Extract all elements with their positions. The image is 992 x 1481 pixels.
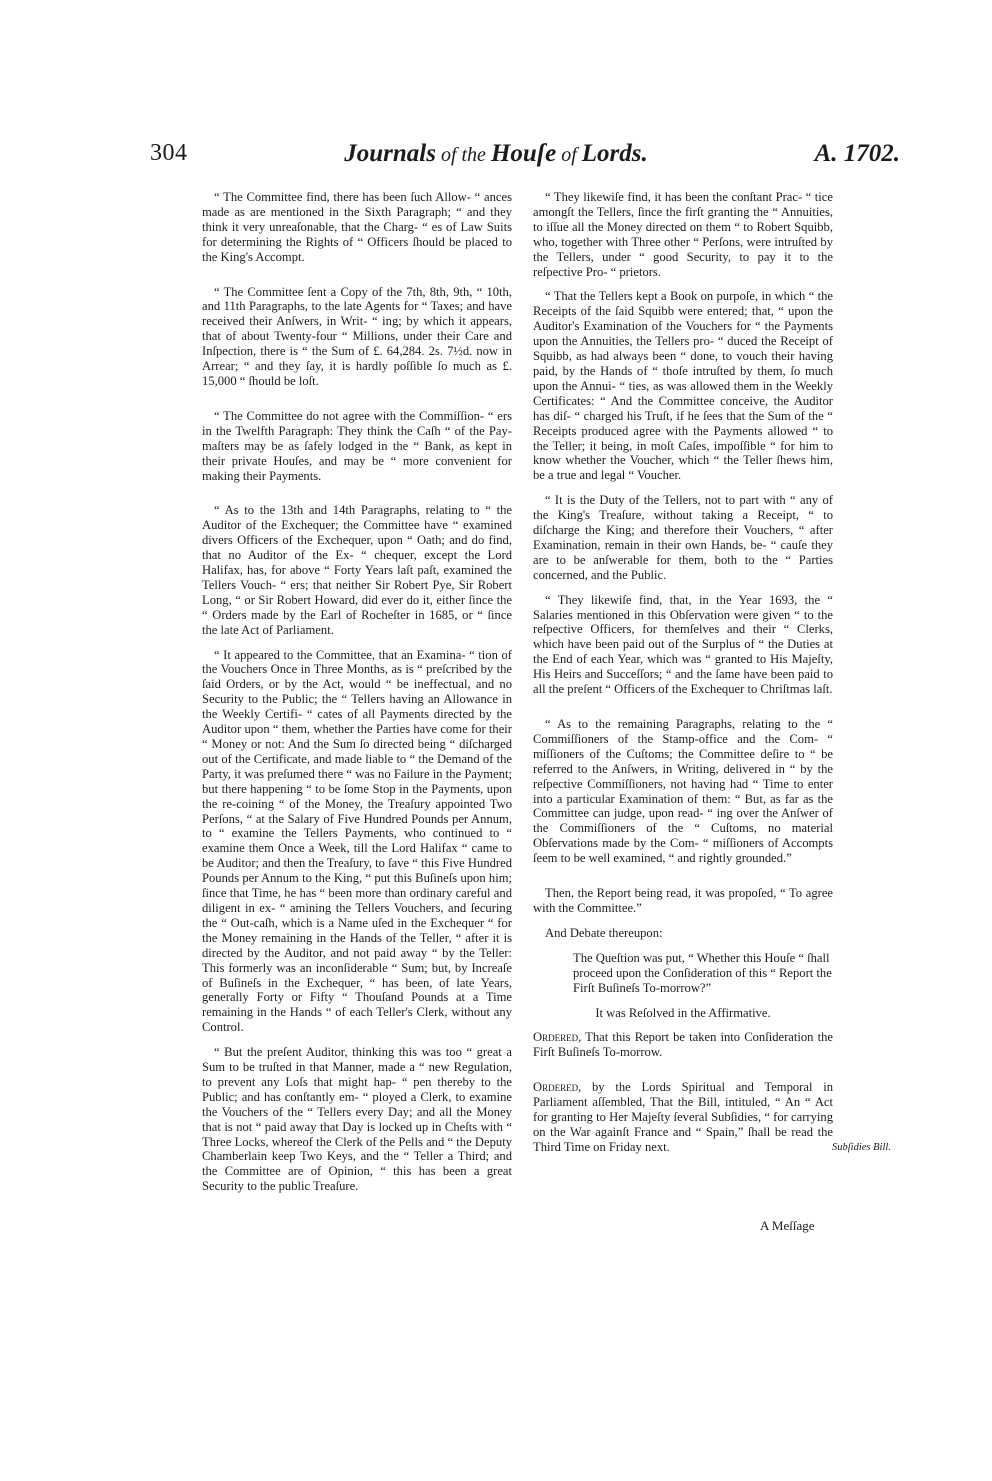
paragraph: “ They likewiſe find, that, in the Year 1693, the “ Salaries mentioned in this Obſervation were given “ to the reſpective Officers, for themſelves and their “ Clerks, which have been paid out of the Surplus of “ the Duties at the End of each Year, which was “ granted to His Majeſty, His Heirs and Succeſſors; “ and the ſame have been paid to all the preſent “ Officers of the Exchequer to Chriſtmas laſt. [533, 592, 833, 697]
order-text: That this Report be taken into Conſideration the Firſt Buſineſs To-morrow. [533, 1030, 833, 1060]
order-text: by the Lords Spiritual and Temporal in Parliament aſſembled, That the Bill, intituled, “ An “ Act for granting to Her Majeſty ſeveral Subſidies, “ for carrying on the War againſt France and “ Spain,” ſhall be read the Third Time on Friday next. [533, 1080, 833, 1154]
paragraph: “ But the preſent Auditor, thinking this was too “ great a Sum to be truſted in that Manner, made a “ new Regulation, to prevent any Loſs that might hap- “ pen thereby to the Public; and has conſtantly em- “ ployed a Clerk, to examine the Vouchers of the “ Tellers every Day; and all the Money that is not “ paid away that Day is locked up in Cheſts with “ Three Locks, whereof the Clerk of the Pells and “ the Deputy Chamberlain keep Two Keys, and the “ Teller a Third; and the Committee are of Opinion, “ this has been a great Security to the public Treaſure. [202, 1045, 512, 1194]
running-title-house: Houſe [490, 140, 557, 167]
paragraph: “ It appeared to the Committee, that an Examina- “ tion of the Vouchers Once in Three Months, as is “ preſcribed by the ſaid Orders, or by the Act, would “ be ineffectual, and no Security to the Public; the “ Tellers having an Allowance in the Weekly Certifi- “ cates of all Payments directed by the Auditor upon “ them, whether the Parties have come for their “ Money or not: And the Sum ſo directed being “ diſcharged out of the Certificate, and made liable to “ the Demand of the Party, it was preſumed there “ was no Failure in the Payment; but there happening “ to be ſome Stop in the Payments, upon the re-coining “ of the Money, the Treaſury appointed Two Perſons, “ at the Salary of Five Hundred Pounds per Annum, to “ examine the Tellers Payments, who continued to “ examine them Once a Week, till the Lord Halifax “ came to be Auditor; and then the Treaſury, to ſave “ this Five Hundred Pounds per Annum to the King, “ put this Buſineſs upon him; ſince that Time, he has “ been more than ordinary careful and diligent in ex- “ amining the Tellers Vouchers, and ſecuring the “ Out-caſh, which is a Name uſed in the Exchequer “ for the Money remaining in the Hands of the Teller, “ after it is directed by the Auditor, and not paid away “ by the Teller: This formerly was an inconſiderable “ Sum; but, by Increaſe of Buſineſs in the Exchequer, “ has been, of late Years, generally Forty or Fifty “ Thouſand Pounds at a Time remaining in the Hands “ of each Teller's Clerk, without any Control. [202, 647, 512, 1035]
paragraph: “ They likewiſe find, it has been the conſtant Prac- “ tice amongſt the Tellers, ſince the firſt granting the “ Annuities, to iſſue all the Money directed on them “ to Robert Squibb, who, together with Three other “ Perſons, were intruſted by the Tellers, under “ good Security, to pay it to the reſpective Pro- “ prietors. [533, 190, 833, 279]
paragraph: “ As to the remaining Paragraphs, relating to the “ Commiſſioners of the Stamp-office and the Com- “ miſſioners of the Cuſtoms; the Committee deſire to “ be referred to the Anſwers, in Writing, delivered in “ by the reſpective Commiſſioners, not having had “ Time to enter into a particular Examination of them: “ But, as far as the Committee can judge, upon read- “ ing over the Anſwer of the Commiſſioners of the “ Cuſtoms, no material Obſervations made by the Com- “ miſſioners of Accompts ſeem to be well examined, “ and rightly grounded.” [533, 717, 833, 866]
right-column [533, 190, 833, 1165]
paragraph: “ That the Tellers kept a Book on purpoſe, in which “ the Receipts of the ſaid Squibb were entered; that, “ upon the Auditor's Examination of the Vouchers for “ the Payments upon the Annuities, the Tellers pro- “ duced the Receipt of Squibb, as had always been “ done, to vouch their having paid, by the Hands of “ thoſe intruſted by them, ſo much upon the Annui- “ ties, as was allowed them in the Weekly Certificates: “ And the Committee conceive, the Auditor has diſ- “ charged his Truſt, if he ſees that the Sum of the “ Receipts produced agree with the Payments allowed “ to the Teller; it being, in moſt Caſes, impoſſible “ for him to know whether the Voucher, which “ the Teller ſhews him, be a true and legal “ Voucher. [533, 289, 833, 483]
paragraph: “ The Committee ſent a Copy of the 7th, 8th, 9th, “ 10th, and 11th Paragraphs, to the late Agents for “ Taxes; and have received their Anſwers, in Writ- “ ing; by which it appears, that of about Twenty-four “ Millions, under their Care and Inſpection, there is “ the Sum of £. 64,284. 2s. 7½d. now in Arrear; “ and they ſay, it is hardly poſſible ſo much as £. 15,000 “ ſhould be loſt. [202, 284, 512, 388]
paragraph: “ It is the Duty of the Tellers, not to part with “ any of the King's Treaſure, without taking a Receipt, “ to diſcharge the King; and therefore their Vouchers, “ after Examination, remain in their own Hands, be- “ cauſe they are to be anſwerable for them, both to the “ Parties concerned, and the Public. [533, 493, 833, 582]
running-title-of: of [556, 144, 582, 166]
margin-note: Subſidies Bill. [832, 1142, 891, 1153]
page-year: A. 1702. [814, 140, 900, 167]
paragraph: “ The Committee do not agree with the Commiſſion- “ ers in the Twelfth Paragraph: They think the Caſh “ of the Pay-maſters may be as ſafely lodged in the “ Bank, as kept in their private Houſes, and may be “ more convenient for making their Payments. [202, 408, 512, 483]
ordered-label: Ordered, [533, 1080, 582, 1095]
paragraph: Then, the Report being read, it was propoſed, “ To agree with the Committee.” [533, 886, 833, 915]
ordered-label: Ordered, [533, 1030, 582, 1045]
running-title-journals: Journals [344, 140, 436, 167]
left-column [202, 190, 512, 1204]
catchword: A Meſſage [760, 1218, 815, 1233]
running-title-lords: Lords. [581, 140, 648, 167]
order-paragraph [533, 1080, 833, 1155]
paragraph: “ The Committee find, there has been ſuch Allow- “ ances made as are mentioned in the Sixth Paragraph; “ and they think it very unreaſonable, that the Charg- “ es of Law Suits for determining the Rights of “ Officers ſhould be placed to the King's Accompt. [202, 190, 512, 264]
paragraph: And Debate thereupon: [545, 925, 663, 940]
page-number: 304 [150, 140, 188, 166]
paragraph: “ As to the 13th and 14th Paragraphs, relating to “ the Auditor of the Exchequer; the Committee have “ examined divers Officers of the Exchequer, upon “ Oath; and do find, that no Auditor of the Ex- “ chequer, except the Lord Halifax, has, for above “ Forty Years laſt paſt, examined the Tellers Vouch- “ ers; that neither Sir Robert Pye, Sir Robert Long, “ or Sir Robert Howard, did ever do it, either ſince the “ Orders made by the Earl of Rocheſter in 1685, or “ ſince the late Act of Parliament. [202, 503, 512, 637]
page-header [0, 140, 992, 180]
order-paragraph [533, 1030, 833, 1060]
resolution: It was Reſolved in the Affirmative. [595, 1005, 771, 1020]
running-title-of-the: of the [435, 144, 491, 166]
question-put: The Queſtion was put, “ Whether this Houſe “ ſhall proceed upon the Conſideration of this “ Report the Firſt Buſineſs To-morrow?” [573, 950, 832, 995]
